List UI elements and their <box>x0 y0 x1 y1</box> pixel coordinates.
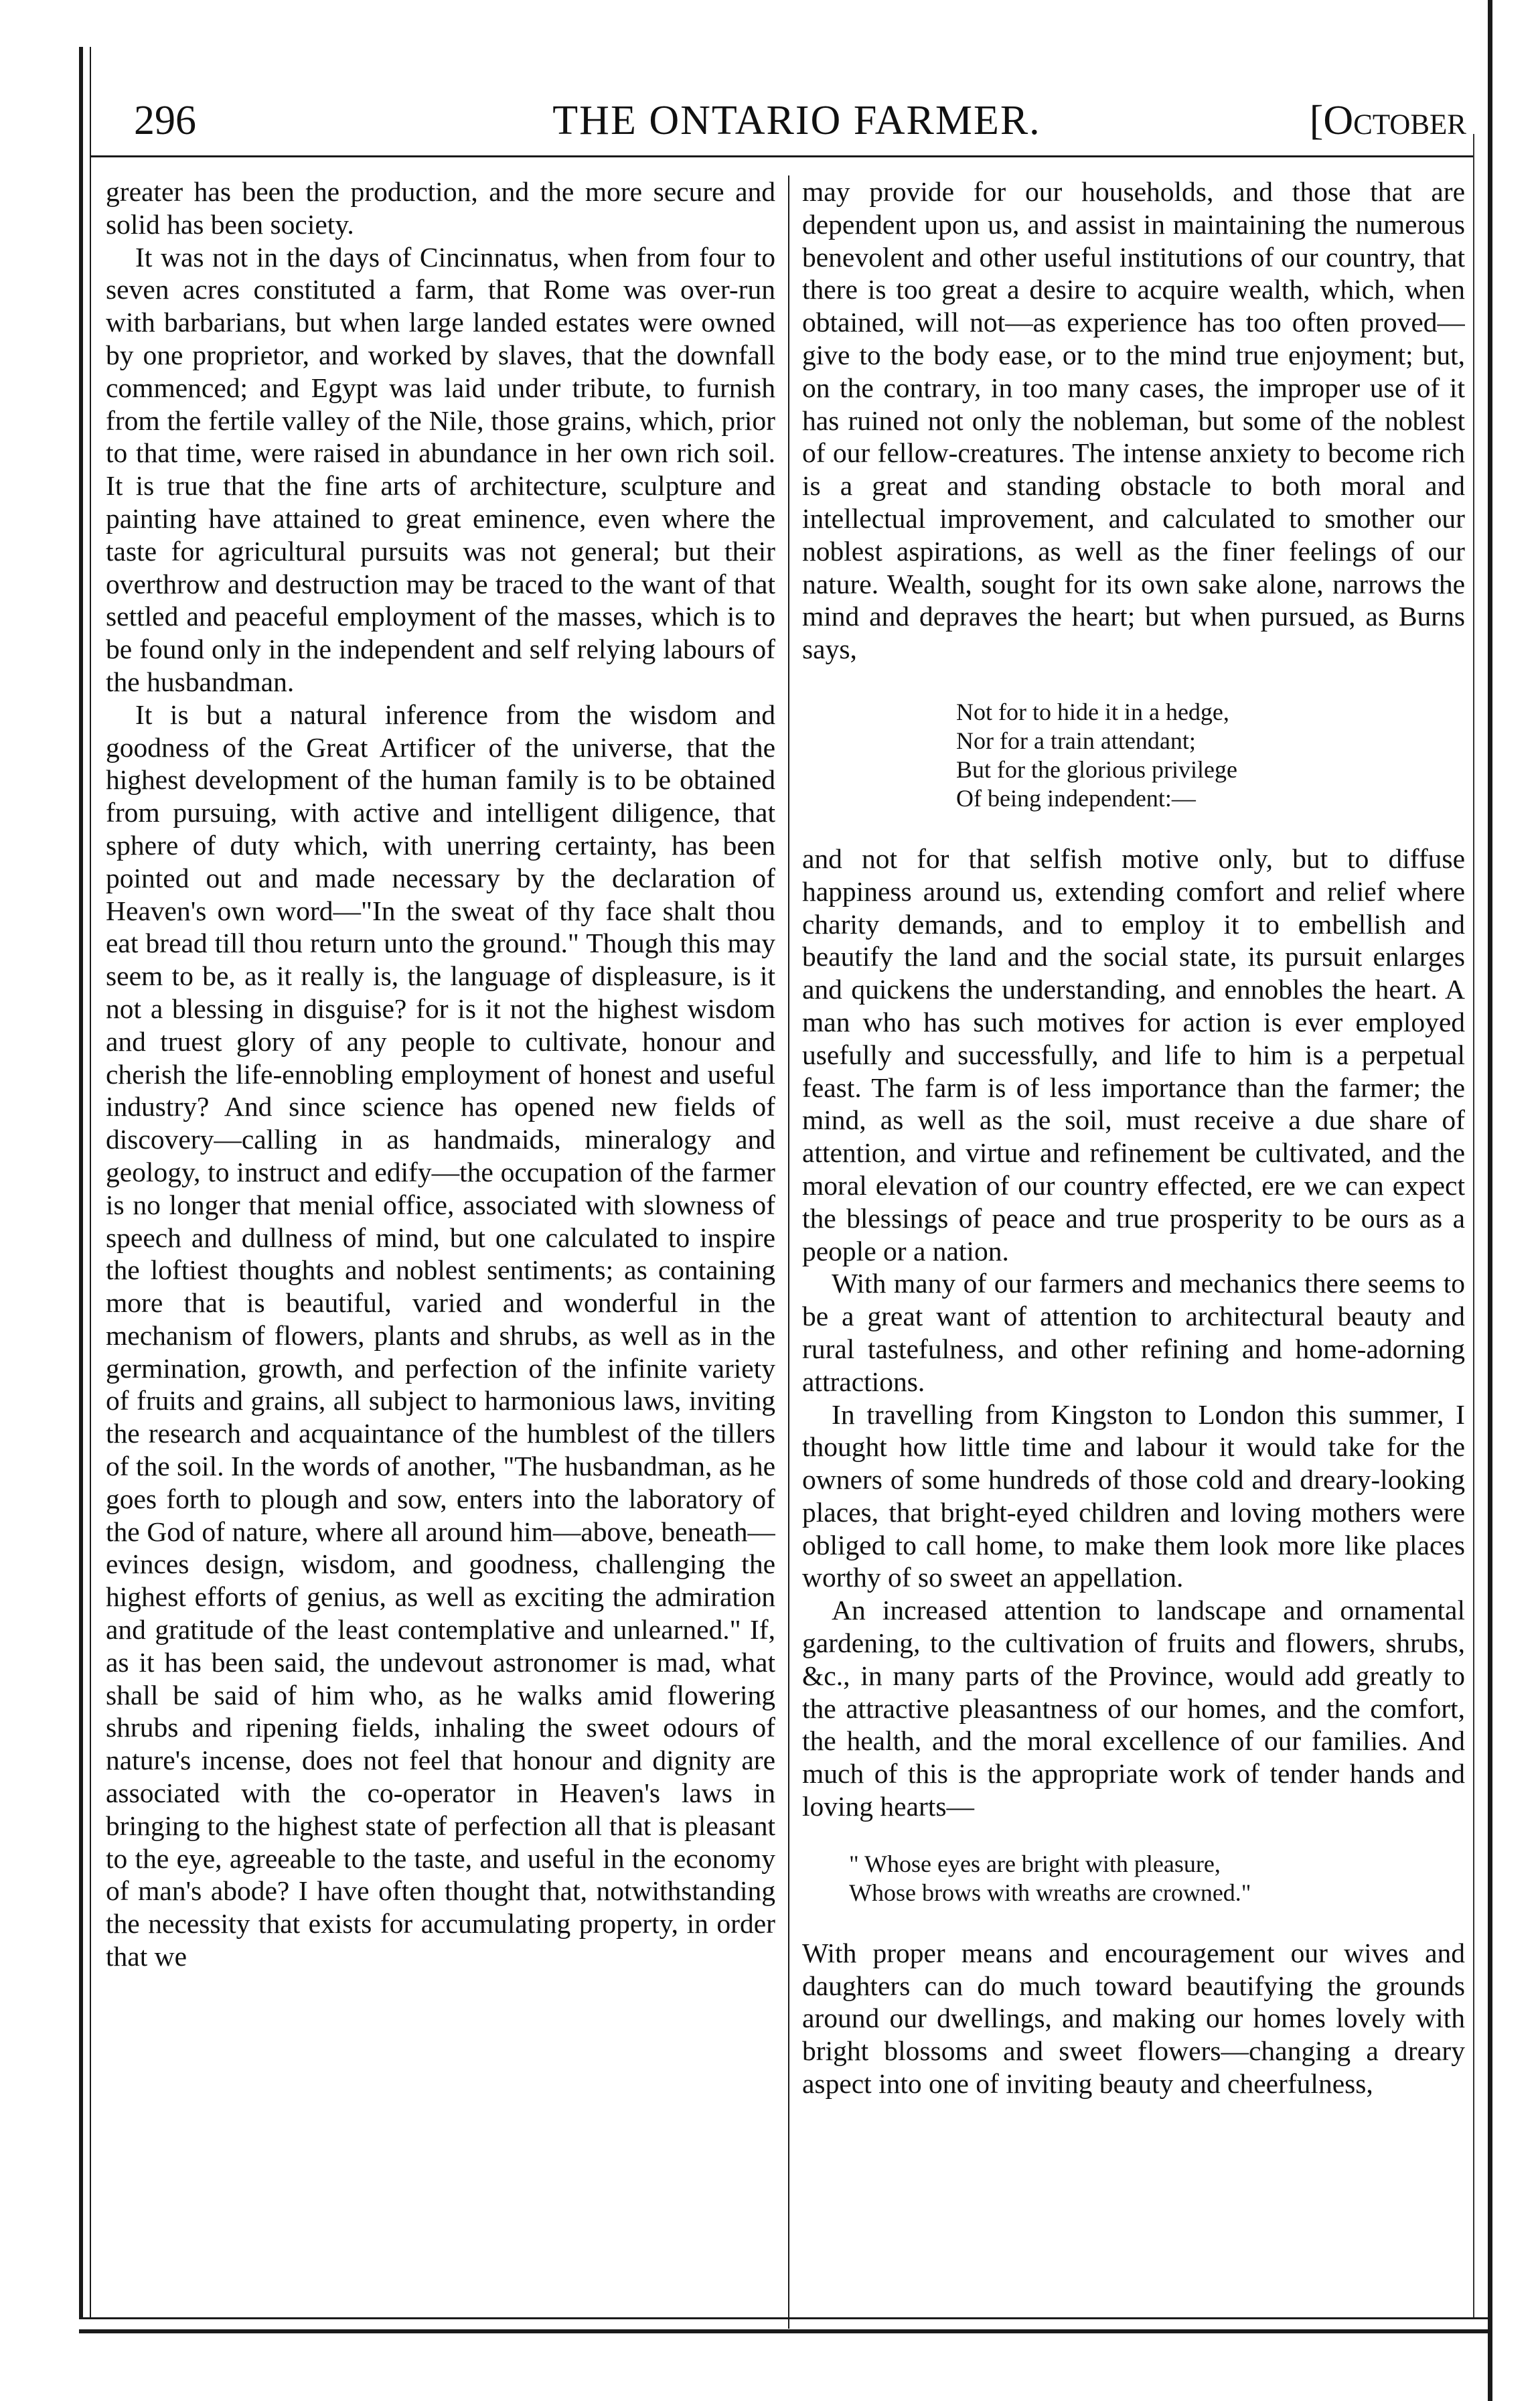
bottom-rule-thick <box>79 2329 1492 2333</box>
header-rule <box>91 155 1473 157</box>
verse-line: Whose brows with wreaths are crowned." <box>849 1879 1251 1906</box>
verse-line: Nor for a train attendant; <box>956 727 1196 754</box>
quoted-verse <box>802 1850 1465 1907</box>
verse-line: Of being independent:— <box>956 784 1196 812</box>
paragraph: It is but a natural inference from the wisdom and goodness of the Great Artificer of the universe, that the highest development of the human family is to be obtained from pursuing, with active and intelligent diligence, that sphere of duty which, with unerring certainty, has been pointed out and made necessary by the declaration of Heaven's own word—"In the sweat of thy face shalt thou eat bread till thou return unto the ground." Though this may seem to be, as it really is, the language of displeasure, is it not a blessing in disguise? for is it not the highest wisdom and truest glory of any people to cultivate, honour and cherish the life-ennobling employment of honest and useful industry? And since science has opened new fields of discovery—calling in as handmaids, mineralogy and geology, to instruct and edify—the occupation of the farmer is no longer that menial office, associated with slowness of speech and dullness of mind, but one calculated to inspire the loftiest thoughts and noblest sentiments; as containing more that is beautiful, varied and wonderful in the mechanism of flowers, plants and shrubs, as well as in the germination, growth, and perfection of the infinite variety of fruits and grains, all subject to harmonious laws, inviting the research and acquaintance of the humblest of the tillers of the soil. In the words of another, "The husbandman, as he goes forth to plough and sow, enters into the laboratory of the God of nature, where all around him—above, beneath—evinces design, wisdom, and goodness, challenging the highest efforts of genius, as well as exciting the admiration and gratitude of the least contemplative and unlearned." If, as it has been said, the undevout astronomer is mad, what shall be said of him who, as he walks amid flowering shrubs and ripening fields, inhaling the sweet odours of nature's incense, does not feel that honour and dignity are associated with the co-operator in Heaven's laws in bringing to the highest state of perfection all that is pleasant to the eye, agreeable to the taste, and useful in the economy of man's abode? I have often thought that, notwithstanding the necessity that exists for accumulating property, in order that we <box>106 699 775 1972</box>
paragraph: With many of our farmers and mechanics there seems to be a great want of attention to architectural beauty and rural tastefulness, and other refining and home-adorning attractions. <box>802 1268 1465 1397</box>
page-header <box>127 94 1466 154</box>
page-number: 296 <box>134 98 196 143</box>
paragraph: An increased attention to landscape and ornamental gardening, to the cultivation of fruits and flowers, shrubs, &c., in many parts of the Province, would add greatly to the attractive pleasantness of our homes, and the comfort, the health, and the moral excellence of our families. And much of this is the appropriate work of tender hands and loving hearts— <box>802 1595 1465 1822</box>
right-inner-rule <box>1473 134 1474 2317</box>
paragraph: It was not in the days of Cincinnatus, when from four to seven acres constituted a farm, that Rome was over-run with barbarians, but when large landed estates were owned by one proprietor, and worked by slaves, that the downfall commenced; and Egypt was laid under tribute, to furnish from the fertile valley of the Nile, those grains, which, prior to that time, were raised in abundance in her own rich soil. It is true that the fine arts of architecture, sculpture and painting have attained to great eminence, even where the taste for agricultural pursuits was not general; but their overthrow and destruction may be traced to the want of that settled and peaceful employment of the masses, which is to be found only in the independent and self relying labours of the husbandman. <box>106 241 775 697</box>
issue-month: [October <box>1309 98 1466 143</box>
paragraph: In travelling from Kingston to London this summer, I thought how little time and labour it would take for the owners of some hundreds of those cold and dreary-looking places, that bright-eyed children and loving mothers were obliged to call home, to make them look more like places worthy of so sweet an appellation. <box>802 1398 1465 1593</box>
left-inner-rule <box>90 47 91 2317</box>
left-column <box>106 175 775 2305</box>
bottom-rule-thin <box>79 2317 1492 2319</box>
right-border-rule <box>1488 0 1492 2401</box>
paragraph: and not for that selfish motive only, but to diffuse happiness around us, extending comfort and relief where charity demands, and to employ it to embellish and beautify the land and the social state, its pursuit enlarges and quickens the understanding, and ennobles the heart. A man who has such motives for action is ever employed usefully and successfully, and life to him is a perpetual feast. The farm is of less importance than the farmer; the mind, as well as the soil, must receive a due share of attention, and virtue and refinement be cultivated, and the moral elevation of our country effected, ere we can expect the blessings of peace and true prosperity to be ours as a people or a nation. <box>802 843 1465 1266</box>
publication-title: THE ONTARIO FARMER. <box>552 98 1041 143</box>
verse-line: Not for to hide it in a hedge, <box>956 698 1229 725</box>
paragraph: greater has been the production, and the more secure and solid has been society. <box>106 176 775 240</box>
right-column <box>802 175 1465 2305</box>
column-divider <box>788 175 789 2329</box>
verse-line: " Whose eyes are bright with pleasure, <box>849 1850 1221 1877</box>
burns-verse <box>802 698 1465 813</box>
paragraph: With proper means and encouragement our wives and daughters can do much toward beautifying the grounds around our dwellings, and making our homes lovely with bright blossoms and sweet flowers—changing a dreary aspect into one of inviting beauty and cheerfulness, <box>802 1937 1465 2100</box>
paragraph: may provide for our households, and those that are dependent upon us, and assist in maintaining the numerous benevolent and other useful institutions of our country, that there is too great a desire to acquire wealth, which, when obtained, will not—as experience has too often proved—give to the body ease, or to the mind true enjoyment; but, on the contrary, in too many cases, the improper use of it has ruined not only the nobleman, but some of the noblest of our fellow-creatures. The intense anxiety to become rich is a great and standing obstacle to both moral and intellectual improvement, and calculated to smother our noblest aspirations, as well as the finer feelings of our nature. Wealth, sought for its own sake alone, narrows the mind and depraves the heart; but when pursued, as Burns says, <box>802 176 1465 665</box>
left-border-rule <box>79 47 83 2317</box>
verse-line: But for the glorious privilege <box>956 755 1237 783</box>
